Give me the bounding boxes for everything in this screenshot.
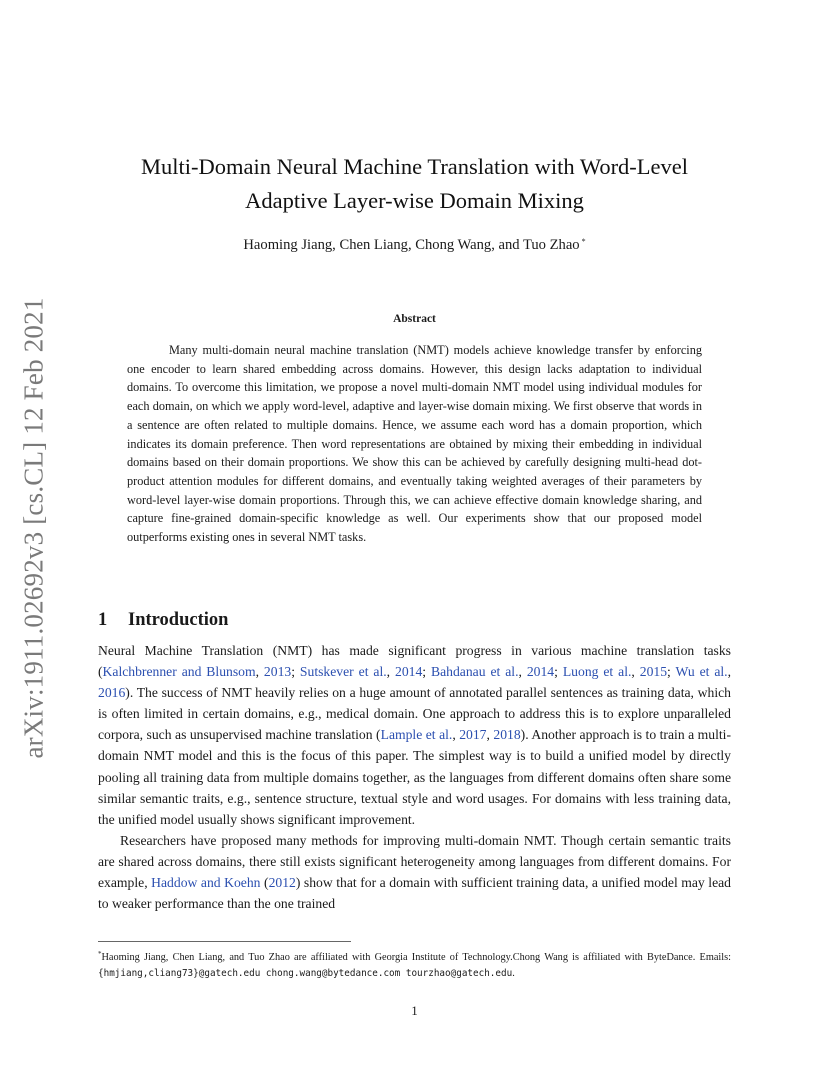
citation-year-link[interactable]: 2016 bbox=[98, 685, 126, 701]
citation-year-link[interactable]: 2018 bbox=[493, 727, 521, 743]
citation-link[interactable]: Luong et al. bbox=[562, 664, 632, 680]
text-run: ). The success of NMT heavily relies on a huge amount of annotated parallel sentences as training data, which is often limited in certain domains, e.g., medical domain. One approach to address this is to explore unparalleled corpora, such as unsupervised machine translation ( bbox=[98, 685, 731, 743]
text-run: , bbox=[452, 727, 460, 743]
footnote-end: . bbox=[512, 968, 515, 980]
text-run: ; bbox=[667, 664, 676, 680]
citation-year-link[interactable]: 2014 bbox=[395, 664, 423, 680]
citation-year-link[interactable]: 2017 bbox=[459, 727, 487, 743]
citation-link[interactable]: Kalchbrenner and Blunsom bbox=[102, 664, 256, 680]
text-run: , bbox=[727, 664, 732, 680]
text-run: ; bbox=[554, 664, 563, 680]
section-heading-introduction bbox=[98, 610, 731, 631]
introduction-body bbox=[98, 640, 731, 914]
footnote bbox=[98, 946, 731, 983]
title-line-2: Adaptive Layer-wise Domain Mixing bbox=[245, 188, 584, 213]
section-number: 1 bbox=[98, 610, 108, 630]
citation-link[interactable]: Wu et al. bbox=[675, 664, 728, 680]
section-title: Introduction bbox=[128, 610, 229, 630]
arxiv-identifier: arXiv:1911.02692v3 [cs.CL] 12 Feb 2021 bbox=[18, 297, 49, 759]
citation-year-link[interactable]: 2015 bbox=[639, 664, 668, 680]
text-run: ) show that for a domain with sufficient training data, a unified model may lead to weaker performance than the one trained bbox=[98, 875, 732, 912]
paper-title bbox=[98, 150, 731, 218]
author-list bbox=[98, 237, 731, 254]
paragraph-1 bbox=[98, 640, 731, 830]
text-run: ; bbox=[291, 664, 300, 680]
footnote-emails: {hmjiang,cliang73}@gatech.edu chong.wang@bytedance.com tourzhao@gatech.edu bbox=[98, 968, 513, 980]
abstract-heading: Abstract bbox=[393, 313, 436, 325]
authors-text: Haoming Jiang, Chen Liang, Chong Wang, and Tuo Zhao bbox=[243, 237, 580, 253]
page-number: 1 bbox=[411, 1003, 418, 1018]
paragraph-2 bbox=[98, 830, 731, 914]
text-run: , bbox=[255, 664, 264, 680]
text-run: , bbox=[631, 664, 640, 680]
text-run: , bbox=[386, 664, 396, 680]
citation-year-link[interactable]: 2013 bbox=[263, 664, 292, 680]
text-run: ( bbox=[260, 875, 269, 891]
title-line-1: Multi-Domain Neural Machine Translation with Word-Level bbox=[140, 154, 689, 179]
arxiv-stamp bbox=[0, 0, 60, 1072]
citation-year-link[interactable]: 2012 bbox=[268, 875, 296, 891]
footnote-mark: * bbox=[98, 950, 102, 958]
text-run: , bbox=[486, 727, 494, 743]
citation-link[interactable]: Lample et al. bbox=[380, 727, 453, 743]
text-run: Researchers have proposed many methods for improving multi-domain NMT. Though certain semantic traits are shared across domains, there still exists significant heterogeneity among languages from different domains. For example, bbox=[98, 832, 731, 891]
citation-link[interactable]: Bahdanau et al. bbox=[431, 664, 519, 680]
text-run: Neural Machine Translation (NMT) has made significant progress in various machine translation tasks ( bbox=[98, 643, 731, 680]
abstract-body: Many multi-domain neural machine translation (NMT) models achieve knowledge transfer by enforcing one encoder to learn shared embedding across domains. However, this design lacks adaptation to individual domains. To overcome this limitation, we propose a novel multi-domain NMT model using individual modules for each domain, on which we apply word-level, adaptive and layer-wise domain mixing. We first observe that words in a sentence are often related to multiple domains. Hence, we assume each word has a domain proportion, which indicates its domain preference. Then word representations are obtained by mixing their embedding in individual domains based on their domain proportions. We show this can be achieved by carefully designing multi-head dot-product attention modules for different domains, and eventually taking weighted averages of their parameters by word-level layer-wise domain proportions. Through this, we can achieve effective domain knowledge sharing, and capture fine-grained domain-specific knowledge as well. Our experiments show that our proposed model outperforms existing ones in several NMT tasks. bbox=[127, 343, 702, 545]
citation-link[interactable]: Haddow and Koehn bbox=[151, 875, 261, 891]
citation-year-link[interactable]: 2014 bbox=[526, 664, 555, 680]
text-run: ). Another approach is to train a multi-domain NMT model and this is the focus of this paper. The simplest way is to build a unified model by directly pooling all training data from multiple domains together, as the languages from different domains often share some similar semantic traits, e.g., sentence structure, textual style and word usages. For domains with less training data, the unified model usually shows significant improvement. bbox=[98, 727, 731, 827]
text-run: , bbox=[518, 664, 527, 680]
text-run: ; bbox=[422, 664, 432, 680]
citation-link[interactable]: Sutskever et al. bbox=[299, 664, 387, 680]
author-footnote-mark[interactable]: * bbox=[581, 237, 586, 246]
footnote-divider bbox=[98, 941, 351, 942]
footnote-text: Haoming Jiang, Chen Liang, and Tuo Zhao are affiliated with Georgia Institute of Technology.Chong Wang is affiliated with ByteDance. Emails: bbox=[101, 952, 731, 963]
